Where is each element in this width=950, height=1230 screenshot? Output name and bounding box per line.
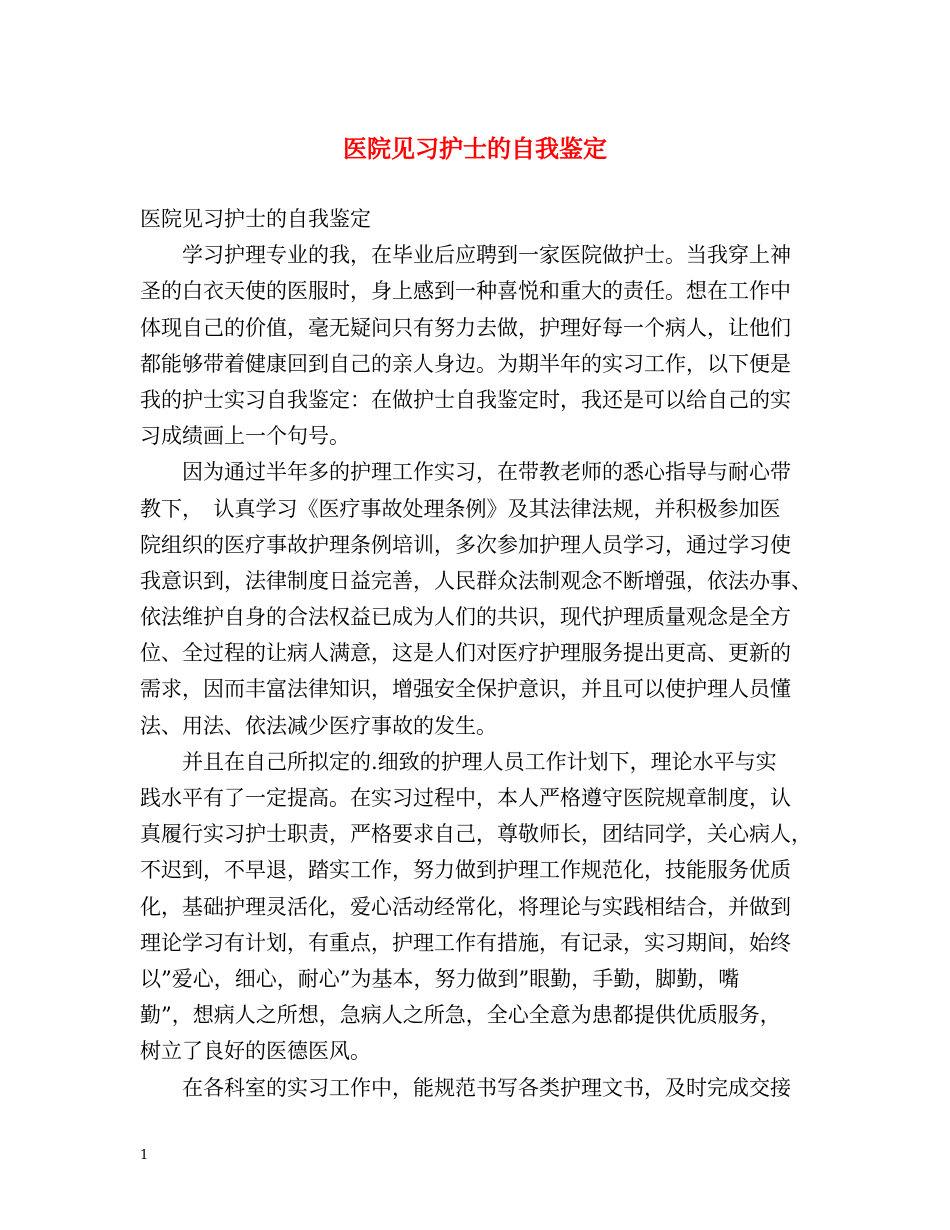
page-number: 1 — [140, 1148, 149, 1163]
text-line: 教下， 认真学习《医疗事故处理条例》及其法律法规，并积极参加医 — [140, 496, 781, 521]
text-line: 化，基础护理灵活化，爱心活动经常化，将理论与实践相结合，并做到 — [140, 894, 791, 919]
text-line: 真履行实习护士职责，严格要求自己，尊敬师长，团结同学，关心病人， — [140, 822, 812, 847]
paragraph-first-line: 并且在自己所拟定的.细致的护理人员工作计划下，理论水平与实 — [182, 749, 777, 774]
text-line: 医院见习护士的自我鉴定 — [140, 207, 371, 231]
document-body — [140, 201, 820, 1106]
text-line: 习成绩画上一个句号。 — [140, 424, 350, 449]
text-line: 不迟到，不早退，踏实工作，努力做到护理工作规范化，技能服务优质 — [140, 858, 791, 883]
text-line: 践水平有了一定提高。在实习过程中，本人严格遵守医院规章制度，认 — [140, 786, 791, 810]
document-title: 医院见习护士的自我鉴定 — [343, 134, 607, 163]
text-line: 位、全过程的让病人满意，这是人们对医疗护理服务提出更高、更新的 — [140, 641, 791, 666]
paragraph-first-line: 学习护理专业的我，在毕业后应聘到一家医院做护士。当我穿上神 — [182, 243, 791, 268]
text-line: 圣的白衣天使的医服时，身上感到一种喜悦和重大的责任。想在工作中 — [140, 279, 791, 304]
text-line: 理论学习有计划，有重点，护理工作有措施，有记录，实习期间，始终 — [140, 930, 791, 955]
text-line: 都能够带着健康回到自己的亲人身边。为期半年的实习工作，以下便是 — [140, 351, 791, 376]
text-line: 院组织的医疗事故护理条例培训，多次参加护理人员学习，通过学习使 — [140, 532, 791, 557]
text-line: 树立了良好的医德医风。 — [140, 1039, 371, 1064]
text-line: 我意识到，法律制度日益完善，人民群众法制观念不断增强，依法办事、 — [140, 568, 812, 593]
text-line: 依法维护自身的合法权益已成为人们的共识，现代护理质量观念是全方 — [140, 605, 791, 630]
text-line: 需求，因而丰富法律知识，增强安全保护意识，并且可以使护理人员懂 — [140, 677, 791, 702]
text-line: 勤”，想病人之所想，急病人之所急，全心全意为患都提供优质服务， — [140, 1003, 781, 1028]
paragraph-first-line: 因为通过半年多的护理工作实习，在带教老师的悉心指导与耐心带 — [182, 460, 791, 485]
text-line: 体现自己的价值，毫无疑问只有努力去做，护理好每一个病人，让他们 — [140, 315, 791, 340]
text-line: 我的护士实习自我鉴定：在做护士自我鉴定时，我还是可以给自己的实 — [140, 387, 791, 412]
paragraph-first-line: 在各科室的实习工作中，能规范书写各类护理文书，及时完成交接 — [182, 1075, 791, 1100]
text-line: 以”爱心，细心，耐心”为基本，努力做到”眼勤，手勤，脚勤，嘴 — [140, 966, 740, 991]
text-line: 法、用法、依法减少医疗事故的发生。 — [140, 713, 497, 738]
